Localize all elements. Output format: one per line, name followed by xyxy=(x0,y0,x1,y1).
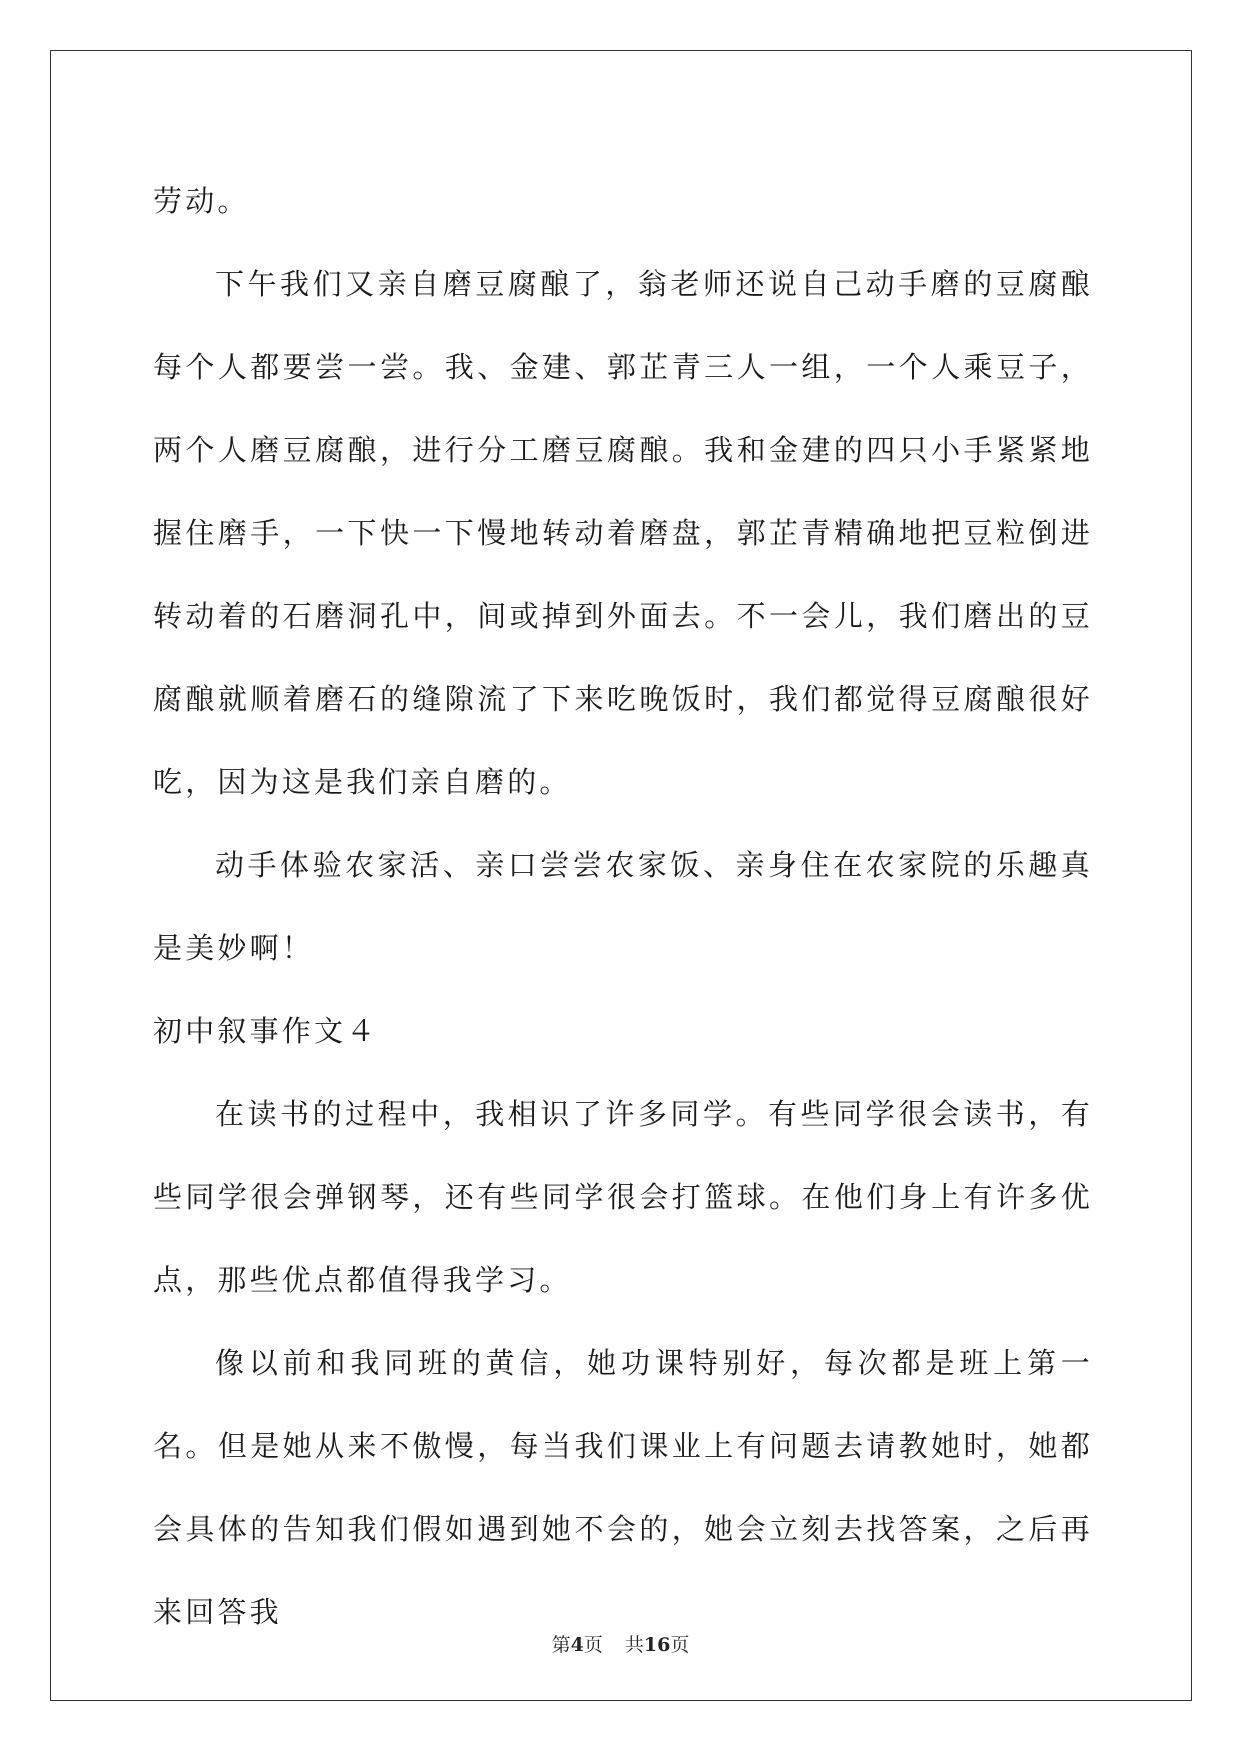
paragraph-5: 像以前和我同班的黄信，她功课特别好，每次都是班上第一名。但是她从来不傲慢，每当我们课业上有问题去请教她时，她都会具体的告知我们假如遇到她不会的，她会立刻去找答案，之后再来回答我 xyxy=(153,1346,1093,1629)
paragraph-4: 在读书的过程中，我相识了许多同学。有些同学很会读书，有些同学很会弹钢琴，还有些同学很会打篮球。在他们身上有许多优点，那些优点都值得我学习。 xyxy=(153,1097,1093,1297)
paragraph-3: 动手体验农家活、亲口尝尝农家饭、亲身住在农家院的乐趣真是美妙啊！ xyxy=(153,848,1093,965)
total-pages: 16 xyxy=(643,1634,671,1656)
paragraph-1: 劳动。 xyxy=(153,184,250,218)
page-number: 4 xyxy=(570,1634,584,1656)
page-prefix: 第 xyxy=(551,1634,571,1656)
section-heading: 初中叙事作文４ xyxy=(153,1014,379,1048)
total-prefix: 共 xyxy=(624,1634,644,1656)
paragraph-2: 下午我们又亲自磨豆腐酿了，翁老师还说自己动手磨的豆腐酿每个人都要尝一尝。我、金建、郭芷青三人一组，一个人乘豆子，两个人磨豆腐酿，进行分工磨豆腐酿。我和金建的四只小手紧紧地握住磨手，一下快一下慢地转动着磨盘，郭芷青精确地把豆粒倒进转动着的石磨洞孔中，间或掉到外面去。不一会儿，我们磨出的豆腐酿就顺着磨石的缝隙流了下来吃晚饭时，我们都觉得豆腐酿很好吃，因为这是我们亲自磨的。 xyxy=(153,267,1093,799)
page-suffix: 页 xyxy=(583,1634,603,1656)
document-body xyxy=(153,160,1093,1654)
total-suffix: 页 xyxy=(670,1634,690,1656)
page-footer xyxy=(0,1630,1241,1657)
